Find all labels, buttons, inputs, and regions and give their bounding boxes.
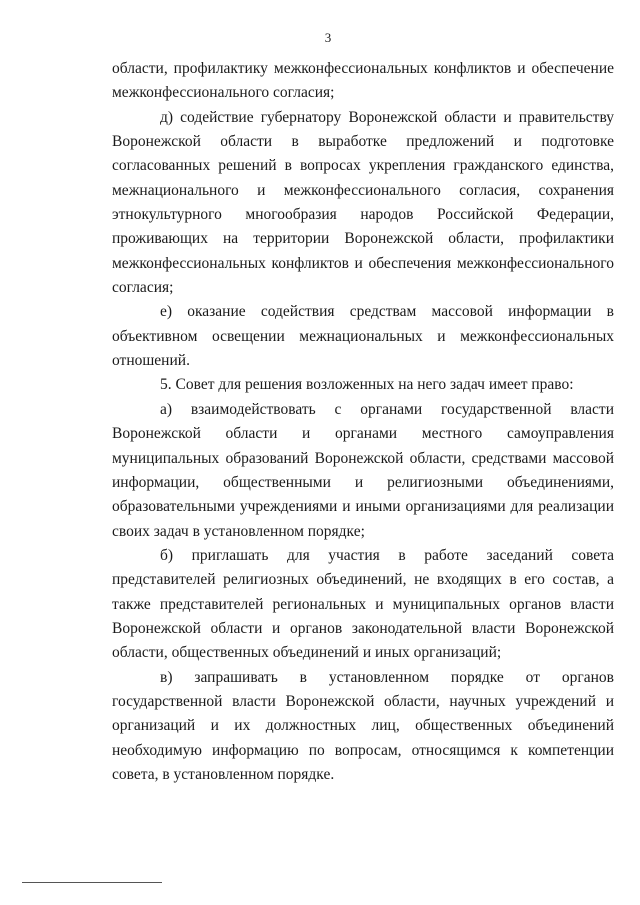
- paragraph-item-v: в) запрашивать в установленном порядке от органов государственной власти Воронежской области, научных учреждений и организаций и их должностных лиц, общественных объединений необходимую информацию по вопросам, относящимся к компетенции совета, в установленном порядке.: [112, 668, 614, 783]
- paragraph-continuation: области, профилактику межконфессиональных конфликтов и обеспечение межконфессионального согласия;: [112, 60, 614, 102]
- document-body: [112, 57, 614, 787]
- paragraph-item-a: а) взаимодействовать с органами государственной власти Воронежской области и органами местного самоуправления муниципальных образований Воронежской области, средствами массовой информации, общественными и религиозными объединениями, образовательными учреждениями и иными организациями для реализации своих задач в установленном порядке;: [112, 400, 614, 540]
- paragraph-item-d: д) содействие губернатору Воронежской области и правительству Воронежской области в выработке предложений и подготовке согласованных решений в вопросах укрепления гражданского единства, межнационального и межконфессионального согласия, сохранения этнокультурного многообразия народов Российской Федерации, проживающих на территории Воронежской области, профилактики межконфессиональных конфликтов и обеспечения межконфессионального согласия;: [112, 108, 614, 297]
- paragraph-section-5: 5. Совет для решения возложенных на него задач имеет право:: [160, 376, 574, 394]
- footer-divider: [22, 882, 162, 883]
- paragraph-item-b: б) приглашать для участия в работе заседаний совета представителей религиозных объединений, не входящих в его состав, а также представителей региональных и муниципальных органов власти Воронежской области и органов законодательной власти Воронежской области, общественных объединений и иных организаций;: [112, 546, 614, 662]
- page-number: 3: [324, 30, 332, 45]
- paragraph-item-e: е) оказание содействия средствам массовой информации в объективном освещении межнациональных и межконфессиональных отношений.: [112, 303, 614, 370]
